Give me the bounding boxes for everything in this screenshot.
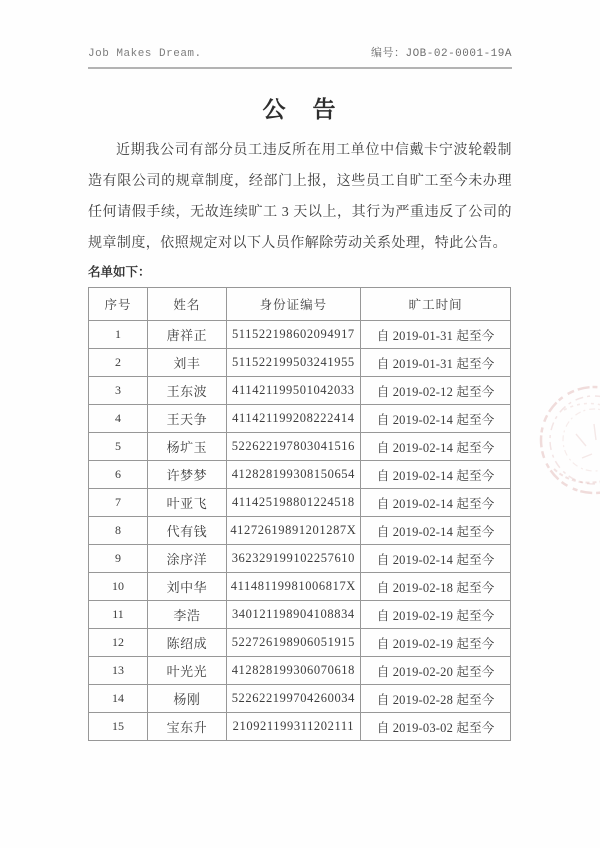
table-cell-id-number: 511522198602094917: [226, 321, 361, 349]
table-cell-index: 15: [89, 713, 148, 741]
table-row: [89, 489, 511, 517]
table-cell-index: 5: [89, 433, 148, 461]
table-cell-index: 1: [89, 321, 148, 349]
table-body: [89, 321, 511, 741]
table-cell-name: 杨刚: [148, 685, 226, 713]
table-cell-name: 李浩: [148, 601, 226, 629]
table-cell-name: 陈绍成: [148, 629, 226, 657]
table-cell-id-number: 362329199102257610: [226, 545, 361, 573]
header-doc-number: 编号：JOB-02-0001-19A: [370, 48, 512, 60]
table-cell-index: 3: [89, 377, 148, 405]
table-cell-index: 9: [89, 545, 148, 573]
table-row: [89, 321, 511, 349]
table-row: [89, 601, 511, 629]
table-cell-absence-period: 自 2019-02-20 起至今: [361, 657, 511, 685]
table-row: [89, 657, 511, 685]
header-slogan: Job Makes Dream.: [88, 48, 202, 60]
table-cell-absence-period: 自 2019-02-14 起至今: [361, 433, 511, 461]
table-cell-name: 涂序洋: [148, 545, 226, 573]
table-cell-name: 王天争: [148, 405, 226, 433]
table-row: [89, 349, 511, 377]
table-row: [89, 433, 511, 461]
table-cell-name: 叶亚飞: [148, 489, 226, 517]
table-cell-absence-period: 自 2019-02-14 起至今: [361, 517, 511, 545]
table-cell-id-number: 210921199311202111: [226, 713, 361, 741]
table-row: [89, 461, 511, 489]
table-cell-index: 11: [89, 601, 148, 629]
table-row: [89, 685, 511, 713]
table-cell-index: 6: [89, 461, 148, 489]
table-cell-id-number: 522622197803041516: [226, 433, 361, 461]
table-cell-name: 叶光光: [148, 657, 226, 685]
table-cell-name: 唐祥正: [148, 321, 226, 349]
table-cell-name: 王东波: [148, 377, 226, 405]
table-cell-name: 杨圹玉: [148, 433, 226, 461]
list-label: 名单如下：: [88, 265, 151, 279]
table-header: [89, 288, 511, 321]
table-cell-id-number: 411425198801224518: [226, 489, 361, 517]
table-cell-absence-period: 自 2019-02-19 起至今: [361, 601, 511, 629]
table-cell-name: 宝东升: [148, 713, 226, 741]
dismissal-roster-table: [88, 287, 511, 741]
table-cell-id-number: 411421199208222414: [226, 405, 361, 433]
table-cell-name: 刘丰: [148, 349, 226, 377]
table-cell-id-number: 412828199306070618: [226, 657, 361, 685]
table-cell-id-number: 340121198904108834: [226, 601, 361, 629]
table-cell-absence-period: 自 2019-03-02 起至今: [361, 713, 511, 741]
col-header-name: 姓名: [148, 288, 226, 321]
announcement-body-text: 近期我公司有部分员工违反所在用工单位中信戴卡宁波轮毂制造有限公司的规章制度，经部门上报，这些员工自旷工至今未办理任何请假手续，无故连续旷工 3 天以上，其行为严重违反了公司的规章制度，依照规定对以下人员作解除劳动关系处理，特此公告。: [88, 143, 512, 251]
table-cell-absence-period: 自 2019-02-28 起至今: [361, 685, 511, 713]
table-cell-id-number: 41272619891201287X: [226, 517, 361, 545]
table-cell-index: 8: [89, 517, 148, 545]
table-cell-index: 10: [89, 573, 148, 601]
table-header-row: [89, 288, 511, 321]
table-row: [89, 517, 511, 545]
table-cell-id-number: 411421199501042033: [226, 377, 361, 405]
table-cell-id-number: 511522199503241955: [226, 349, 361, 377]
table-cell-absence-period: 自 2019-02-19 起至今: [361, 629, 511, 657]
table-cell-absence-period: 自 2019-01-31 起至今: [361, 349, 511, 377]
table-cell-index: 4: [89, 405, 148, 433]
table-row: [89, 405, 511, 433]
document-header: [88, 0, 512, 69]
table-cell-index: 13: [89, 657, 148, 685]
table-cell-id-number: 522622199704260034: [226, 685, 361, 713]
document-content: [88, 0, 512, 741]
table-cell-absence-period: 自 2019-02-12 起至今: [361, 377, 511, 405]
table-cell-absence-period: 自 2019-01-31 起至今: [361, 321, 511, 349]
col-header-absence-period: 旷工时间: [361, 288, 511, 321]
table-cell-id-number: 412828199308150654: [226, 461, 361, 489]
table-cell-absence-period: 自 2019-02-14 起至今: [361, 545, 511, 573]
table-cell-name: 许梦梦: [148, 461, 226, 489]
table-cell-index: 7: [89, 489, 148, 517]
page-title: 公 告: [262, 97, 338, 122]
table-cell-absence-period: 自 2019-02-14 起至今: [361, 489, 511, 517]
table-cell-name: 刘中华: [148, 573, 226, 601]
table-cell-absence-period: 自 2019-02-18 起至今: [361, 573, 511, 601]
table-row: [89, 545, 511, 573]
table-cell-id-number: 41148119981006817X: [226, 573, 361, 601]
table-row: [89, 377, 511, 405]
table-cell-absence-period: 自 2019-02-14 起至今: [361, 461, 511, 489]
table-row: [89, 573, 511, 601]
faded-red-seal-stamp-icon: [524, 374, 600, 519]
col-header-id-number: 身份证编号: [226, 288, 361, 321]
col-header-index: 序号: [89, 288, 148, 321]
table-cell-index: 12: [89, 629, 148, 657]
table-cell-id-number: 522726198906051915: [226, 629, 361, 657]
table-cell-absence-period: 自 2019-02-14 起至今: [361, 405, 511, 433]
table-row: [89, 713, 511, 741]
table-cell-name: 代有钱: [148, 517, 226, 545]
table-cell-index: 2: [89, 349, 148, 377]
table-row: [89, 629, 511, 657]
table-cell-index: 14: [89, 685, 148, 713]
